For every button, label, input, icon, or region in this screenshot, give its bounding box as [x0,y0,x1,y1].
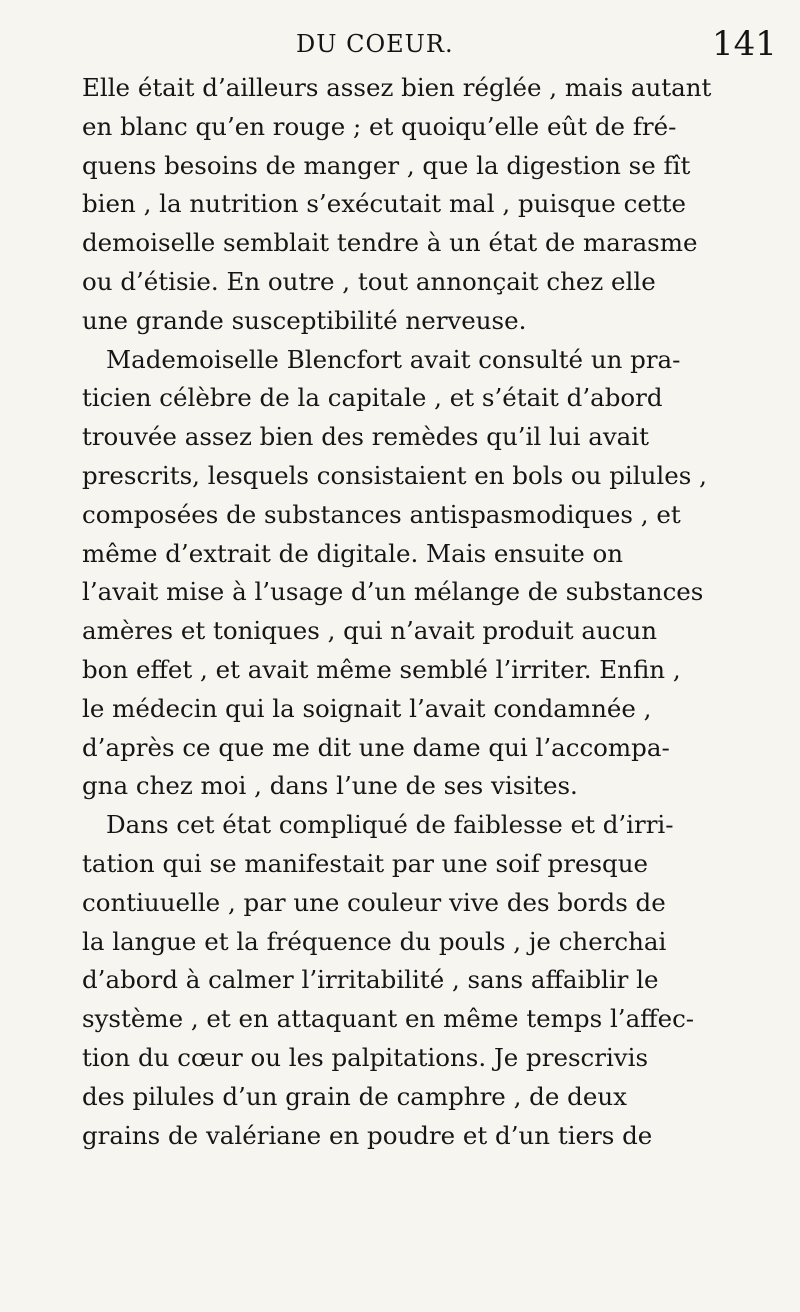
text-line: tion du cœur ou les palpitations. Je prescrivis [82,1042,649,1072]
text-line: composées de substances antispasmodiques , et [82,499,681,529]
text-line: quens besoins de manger , que la digestion se fît [82,150,691,180]
text-line: l’avait mise à l’usage d’un mélange de substances [82,577,704,607]
text-line: système , et en attaquant en même temps l’affec- [82,1004,695,1034]
text-line: prescrits, lesquels consistaient en bols ou pilules , [82,460,707,490]
text-line: Elle était d’ailleurs assez bien réglée , mais autant [82,73,712,102]
text-line: ou d’étisie. En outre , tout annonçait chez elle [82,266,656,296]
text-line: trouvée assez bien des remèdes qu’il lui avait [82,422,649,452]
text-line: même d’extrait de digitale. Mais ensuite on [82,538,624,568]
page-number: 141 [712,24,777,64]
text-line: d’après ce que me dit une dame qui l’accompa- [82,732,670,762]
body-text [82,69,762,1155]
text-line: grains de valériane en poudre et d’un tiers de [82,1120,653,1150]
text-line: amères et toniques , qui n’avait produit aucun [82,616,658,646]
text-line: des pilules d’un grain de camphre , de deux [82,1081,627,1111]
text-line: Mademoiselle Blencfort avait consulté un pra- [106,344,681,374]
text-line: tation qui se manifestait par une soif presque [82,848,648,878]
text-line: Dans cet état compliqué de faiblesse et d’irri- [106,810,674,840]
text-line: gna chez moi , dans l’une de ses visites. [82,771,578,801]
text-line: une grande susceptibilité nerveuse. [82,305,527,335]
text-line: d’abord à calmer l’irritabilité , sans affaiblir le [82,965,659,995]
text-line: contiuuelle , par une couleur vive des bords de [82,887,666,917]
text-line: bon effet , et avait même semblé l’irriter. Enfin , [82,654,681,684]
text-line: le médecin qui la soignait l’avait condamnée , [82,693,652,723]
text-line: demoiselle semblait tendre à un état de marasme [82,228,698,258]
text-line: ticien célèbre de la capitale , et s’était d’abord [82,383,663,413]
text-line: en blanc qu’en rouge ; et quoiqu’elle eût de fré- [82,111,677,141]
text-line: bien , la nutrition s’exécutait mal , puisque cette [82,189,687,219]
running-title: DU COEUR. [296,30,454,58]
text-line: la langue et la fréquence du pouls , je cherchai [82,926,667,956]
